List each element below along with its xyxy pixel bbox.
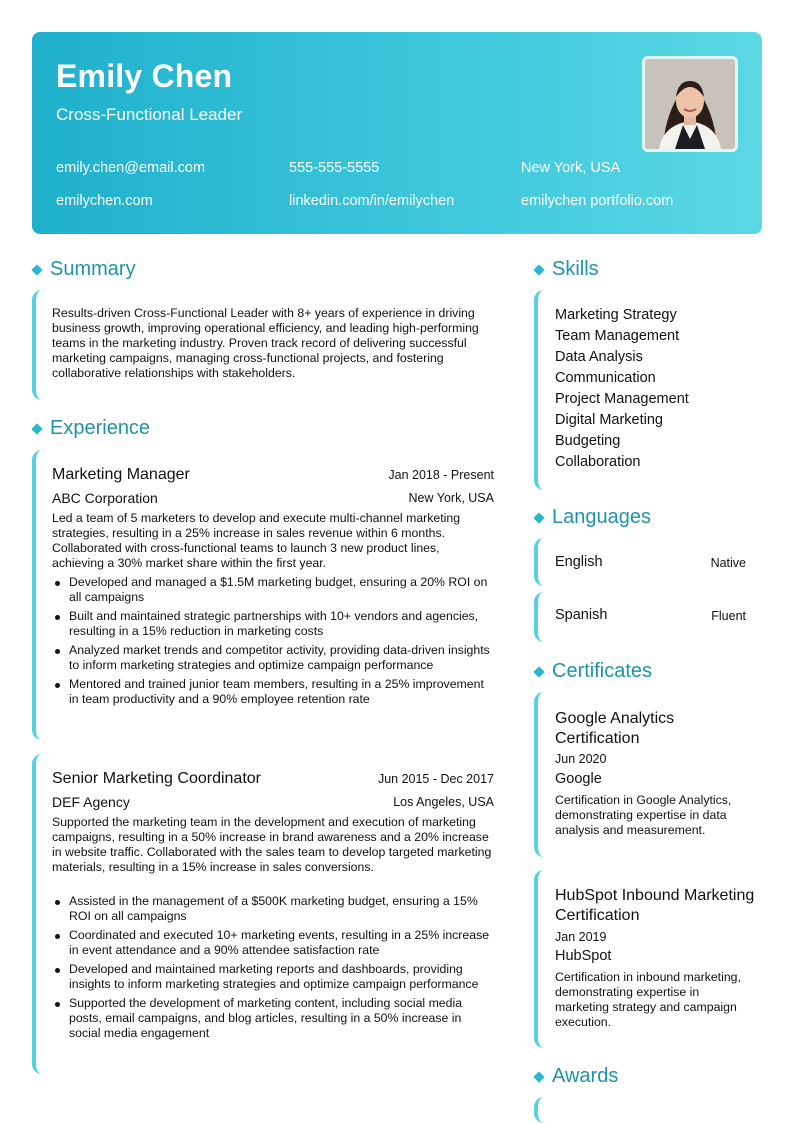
skill-item: Budgeting <box>555 433 621 449</box>
certificate-issuer: HubSpot <box>555 948 612 964</box>
language-level: Native <box>710 556 746 570</box>
diamond-icon <box>31 264 42 275</box>
skills-list <box>555 305 689 473</box>
job-location: Los Angeles, USA <box>393 795 494 809</box>
job-title: Senior Marketing Coordinator <box>52 770 261 787</box>
contact-location: New York, USA <box>521 160 621 176</box>
contact-linkedin[interactable]: linkedin.com/in/emilychen <box>289 193 455 209</box>
skills-heading-label: Skills <box>552 258 599 280</box>
contact-portfolio[interactable]: emilychen portfolio.com <box>521 193 674 209</box>
contact-email[interactable]: emily.chen@email.com <box>56 160 206 176</box>
summary-heading-label: Summary <box>50 258 136 280</box>
summary-heading <box>30 258 136 281</box>
job-bullet: Developed and managed a $1.5M marketing budget, ensuring a 20% ROI on all campaigns <box>52 575 494 605</box>
certificate-name: HubSpot Inbound Marketing Certification <box>555 887 755 924</box>
skill-item: Collaboration <box>555 454 641 470</box>
awards-heading-label: Awards <box>552 1065 619 1087</box>
job-description: Supported the marketing team in the development and execution of marketing campaigns, resulting in a 50% increase in brand awareness and a 20% increase in website traffic. Collaborated with the sales team to develop targeted marketing materials, resulting in a 15% increase in sales conversions. <box>52 815 492 874</box>
certificates-heading <box>532 660 652 683</box>
certificates-heading-label: Certificates <box>552 660 653 682</box>
diamond-icon <box>533 264 544 275</box>
job-company: ABC Corporation <box>52 490 158 506</box>
language-accent-bar <box>534 592 554 642</box>
skill-item: Data Analysis <box>555 349 643 365</box>
languages-heading <box>532 506 651 529</box>
summary-text: Results-driven Cross-Functional Leader with 8+ years of experience in driving business growth, improving operational efficiency, and leading high-performing teams in the marketing industry. Proven track record of delivering successful marketing campaigns, managing cross-functional projects, and fostering collaborative relationships with stakeholders. <box>52 306 479 380</box>
profile-photo <box>642 56 738 152</box>
job-dates: Jan 2018 - Present <box>388 468 494 482</box>
diamond-icon <box>533 1071 544 1082</box>
job-bullets <box>52 575 494 711</box>
awards-heading <box>532 1065 618 1088</box>
summary-accent-bar <box>32 290 52 400</box>
job-bullet: Analyzed market trends and competitor activity, providing data-driven insights to inform marketing strategies and optimize campaign performance <box>52 643 494 673</box>
language-name: Spanish <box>555 607 608 623</box>
certificate-issuer: Google <box>555 771 602 787</box>
job-bullet: Developed and maintained marketing reports and dashboards, providing insights to inform marketing strategies and optimize campaign performance <box>52 962 494 992</box>
skill-item: Digital Marketing <box>555 412 663 428</box>
certificate-description: Certification in Google Analytics, demonstrating expertise in data analysis and measurement. <box>555 793 732 837</box>
diamond-icon <box>533 512 544 523</box>
certificate-date: Jun 2020 <box>555 752 607 766</box>
diamond-icon <box>533 666 544 677</box>
experience-heading <box>30 417 150 440</box>
skill-item: Communication <box>555 370 656 386</box>
certificate-date: Jan 2019 <box>555 930 607 944</box>
skill-item: Project Management <box>555 391 689 407</box>
job-bullet: Built and maintained strategic partnerships with 10+ vendors and agencies, resulting in a 15% reduction in marketing costs <box>52 609 494 639</box>
language-name: English <box>555 554 603 570</box>
job-dates: Jun 2015 - Dec 2017 <box>377 772 494 786</box>
language-level: Fluent <box>711 609 746 623</box>
certificate-accent-bar <box>534 870 554 1048</box>
languages-heading-label: Languages <box>552 506 651 528</box>
diamond-icon <box>31 423 42 434</box>
job-bullets <box>52 894 494 1045</box>
job-company: DEF Agency <box>52 794 130 810</box>
job-bullet: Supported the development of marketing content, including social media posts, email campaigns, and blog articles, resulting in a 50% increase in social media engagement <box>52 996 494 1041</box>
job-bullet: Coordinated and executed 10+ marketing events, resulting in a 25% increase in event attendance and a 90% attendee satisfaction rate <box>52 928 494 958</box>
header-banner <box>32 32 762 234</box>
experience-heading-label: Experience <box>50 417 151 439</box>
certificate-name: Google Analytics Certification <box>555 710 675 747</box>
job-accent-bar <box>32 450 52 740</box>
candidate-name: Emily Chen <box>56 58 233 94</box>
job-bullet: Assisted in the management of a $500K marketing budget, ensuring a 15% ROI on all campaigns <box>52 894 494 924</box>
contact-website[interactable]: emilychen.com <box>56 193 153 209</box>
skill-item: Marketing Strategy <box>555 307 677 323</box>
job-bullet: Mentored and trained junior team members, resulting in a 25% improvement in team productivity and a 90% employee retention rate <box>52 677 494 707</box>
job-location: New York, USA <box>408 491 494 505</box>
candidate-role: Cross-Functional Leader <box>56 105 243 124</box>
skill-item: Team Management <box>555 328 680 344</box>
certificate-description: Certification in inbound marketing, demonstrating expertise in marketing strategy and campaign execution. <box>555 970 741 1029</box>
job-description: Led a team of 5 marketers to develop and execute multi-channel marketing strategies, resulting in a 25% increase in sales revenue within 6 months. Collaborated with cross-functional teams to launch 3 new product lines, achieving a 30% market share within the first year. <box>52 511 461 570</box>
certificate-accent-bar <box>534 692 554 857</box>
job-accent-bar <box>32 754 52 1074</box>
contact-phone[interactable]: 555-555-5555 <box>289 160 380 176</box>
language-accent-bar <box>534 538 554 586</box>
job-title: Marketing Manager <box>52 466 190 483</box>
skills-accent-bar <box>534 290 554 490</box>
awards-accent-bar <box>534 1097 554 1123</box>
skills-heading <box>532 258 599 281</box>
